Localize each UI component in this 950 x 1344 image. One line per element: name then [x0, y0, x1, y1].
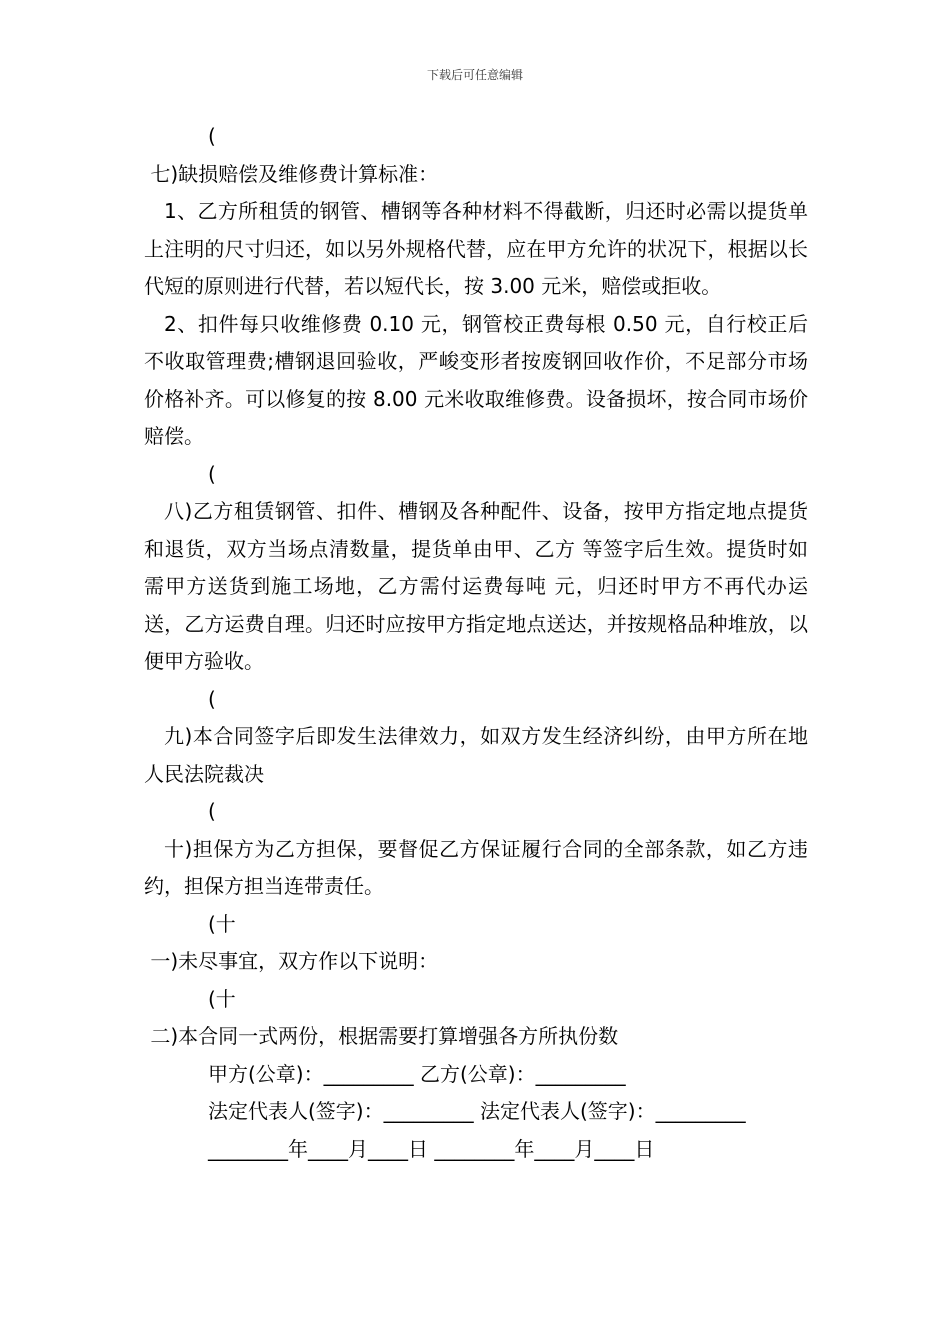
section-7-title: 七)缺损赔偿及维修费计算标准： — [150, 161, 439, 186]
signature-seal-line: 甲方(公章)：_________ 乙方(公章)：_________ — [208, 1061, 626, 1086]
signature-date-line: ________年____月____日 ________年____月____日 — [208, 1136, 655, 1161]
document-body — [144, 118, 808, 1168]
open-paren-11: (十 — [208, 911, 236, 936]
section-12-title: 二)本合同一式两份，根据需要打算增强各方所执份数 — [150, 1024, 619, 1048]
open-paren-12: (十 — [208, 986, 236, 1011]
section-8-paragraph: 八)乙方租赁钢管、扣件、槽钢及各种配件、设备，按甲方指定地点提货和退货，双方当场点清数量，提货单由甲、乙方 等签字后生效。提货时如需甲方送货到施工场地，乙方需付运费每吨 元，归还时甲方不再代办运送，乙方运费自理。归还时应按甲方指定地点送达，并按规格品种堆放，以便甲方验收。 — [144, 499, 808, 673]
section-7-paragraph-1: 1、乙方所租赁的钢管、槽钢等各种材料不得截断，归还时必需以提货单上注明的尺寸归还，如以另外规格代替，应在甲方允许的状况下，根据以长代短的原则进行代替，若以短代长，按 3.00 元米，赔偿或拒收。 — [144, 199, 808, 298]
section-7-paragraph-2: 2、扣件每只收维修费 0.10 元，钢管校正费每根 0.50 元，自行校正后不收取管理费;槽钢退回验收，严峻变形者按废钢回收作价，不足部分市场价格补齐。可以修复的按 8.00 元米收取维修费。设备损坏，按合同市场价赔偿。 — [144, 311, 808, 448]
signature-representative-line: 法定代表人(签字)：_________ 法定代表人(签字)：_________ — [208, 1099, 746, 1123]
section-10-paragraph: 十)担保方为乙方担保，要督促乙方保证履行合同的全部条款，如乙方违约，担保方担当连带责任。 — [144, 836, 808, 898]
open-paren-8: ( — [208, 461, 216, 486]
open-paren-7: ( — [208, 124, 216, 148]
open-paren-10: ( — [208, 799, 216, 823]
page-header: 下载后可任意编辑 — [426, 68, 523, 82]
section-11-title: 一)未尽事宜，双方作以下说明： — [150, 949, 439, 973]
section-9-paragraph: 九)本合同签字后即发生法律效力，如双方发生经济纠纷，由甲方所在地人民法院裁决 — [144, 724, 808, 786]
open-paren-9: ( — [208, 686, 216, 711]
